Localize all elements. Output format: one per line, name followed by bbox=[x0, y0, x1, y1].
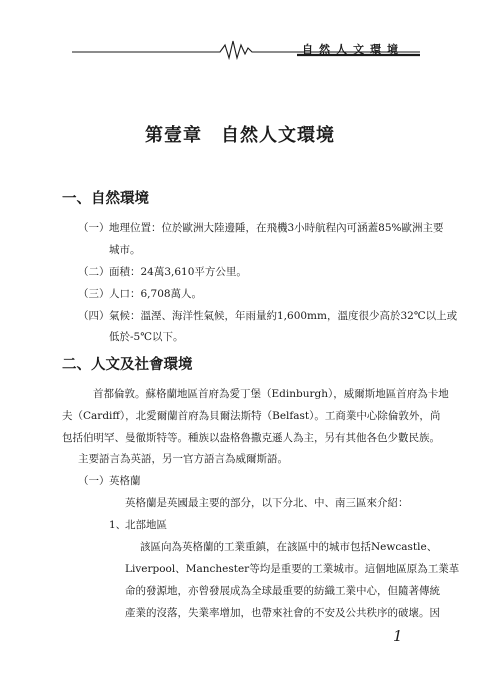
paragraph-line: 首都倫敦。蘇格蘭地區首府為愛丁堡（Edinburgh），威爾斯地區首府為卡地 bbox=[93, 388, 449, 400]
section-title-culture: 二、人文及社會環境 bbox=[62, 356, 193, 373]
item-text: 低於-5℃以下。 bbox=[109, 331, 184, 343]
subsection-title: 英格蘭 bbox=[109, 475, 141, 487]
item-number: （一） bbox=[78, 222, 110, 234]
section-title-natural: 一、自然環境 bbox=[62, 190, 149, 207]
item-text: 人口：6,708萬人。 bbox=[109, 288, 203, 300]
paragraph-line: 包括伯明罕、曼徹斯特等。種族以盎格魯撒克遜人為主，另有其他各色少數民族。 bbox=[62, 432, 440, 444]
item-number: （二） bbox=[78, 266, 110, 278]
paragraph-line: Liverpool、Manchester等均是重要的工業城市。這個地區原為工業革 bbox=[125, 563, 460, 575]
paragraph-line: 英格蘭是英國最主要的部分，以下分北、中、南三區來介紹： bbox=[125, 497, 409, 509]
running-header bbox=[72, 36, 420, 62]
paragraph-line: 夫（Cardiff），北愛爾蘭首府為貝爾法斯特（Belfast）。工商業中心除倫敦外，尚 bbox=[62, 410, 441, 422]
paragraph-line: 命的發源地，亦曾發展成為全球最重要的紡織工業中心，但隨著傳統 bbox=[125, 585, 440, 597]
paragraph-line: 主要語言為英語，另一官方語言為威爾斯語。 bbox=[78, 453, 288, 465]
item-number: （三） bbox=[78, 288, 110, 300]
paragraph-line: 產業的沒落，失業率增加，也帶來社會的不安及公共秩序的破壞。因 bbox=[125, 607, 440, 619]
subsection-number: （一） bbox=[78, 475, 110, 487]
paragraph-line: 該區向為英格蘭的工業重鎮，在該區中的城市包括Newcastle、 bbox=[140, 541, 438, 553]
item-text: 氣候：溫溼、海洋性氣候，年雨量約1,600mm，溫度很少高於32℃以上或 bbox=[109, 310, 458, 322]
region-title: 北部地區 bbox=[125, 519, 167, 531]
chapter-title: 第壹章 自然人文環境 bbox=[145, 125, 335, 146]
item-text: 面積：24萬3,610平方公里。 bbox=[109, 266, 247, 278]
item-number: （四） bbox=[78, 310, 110, 322]
item-text: 城市。 bbox=[109, 244, 141, 256]
item-text: 地理位置：位於歐洲大陸邊陲，在飛機3小時航程內可涵蓋85%歐洲主要 bbox=[109, 222, 444, 234]
header-title: 自然人文環境 bbox=[302, 43, 404, 56]
page-number: 1 bbox=[393, 627, 403, 645]
region-number: 1、 bbox=[109, 519, 127, 531]
